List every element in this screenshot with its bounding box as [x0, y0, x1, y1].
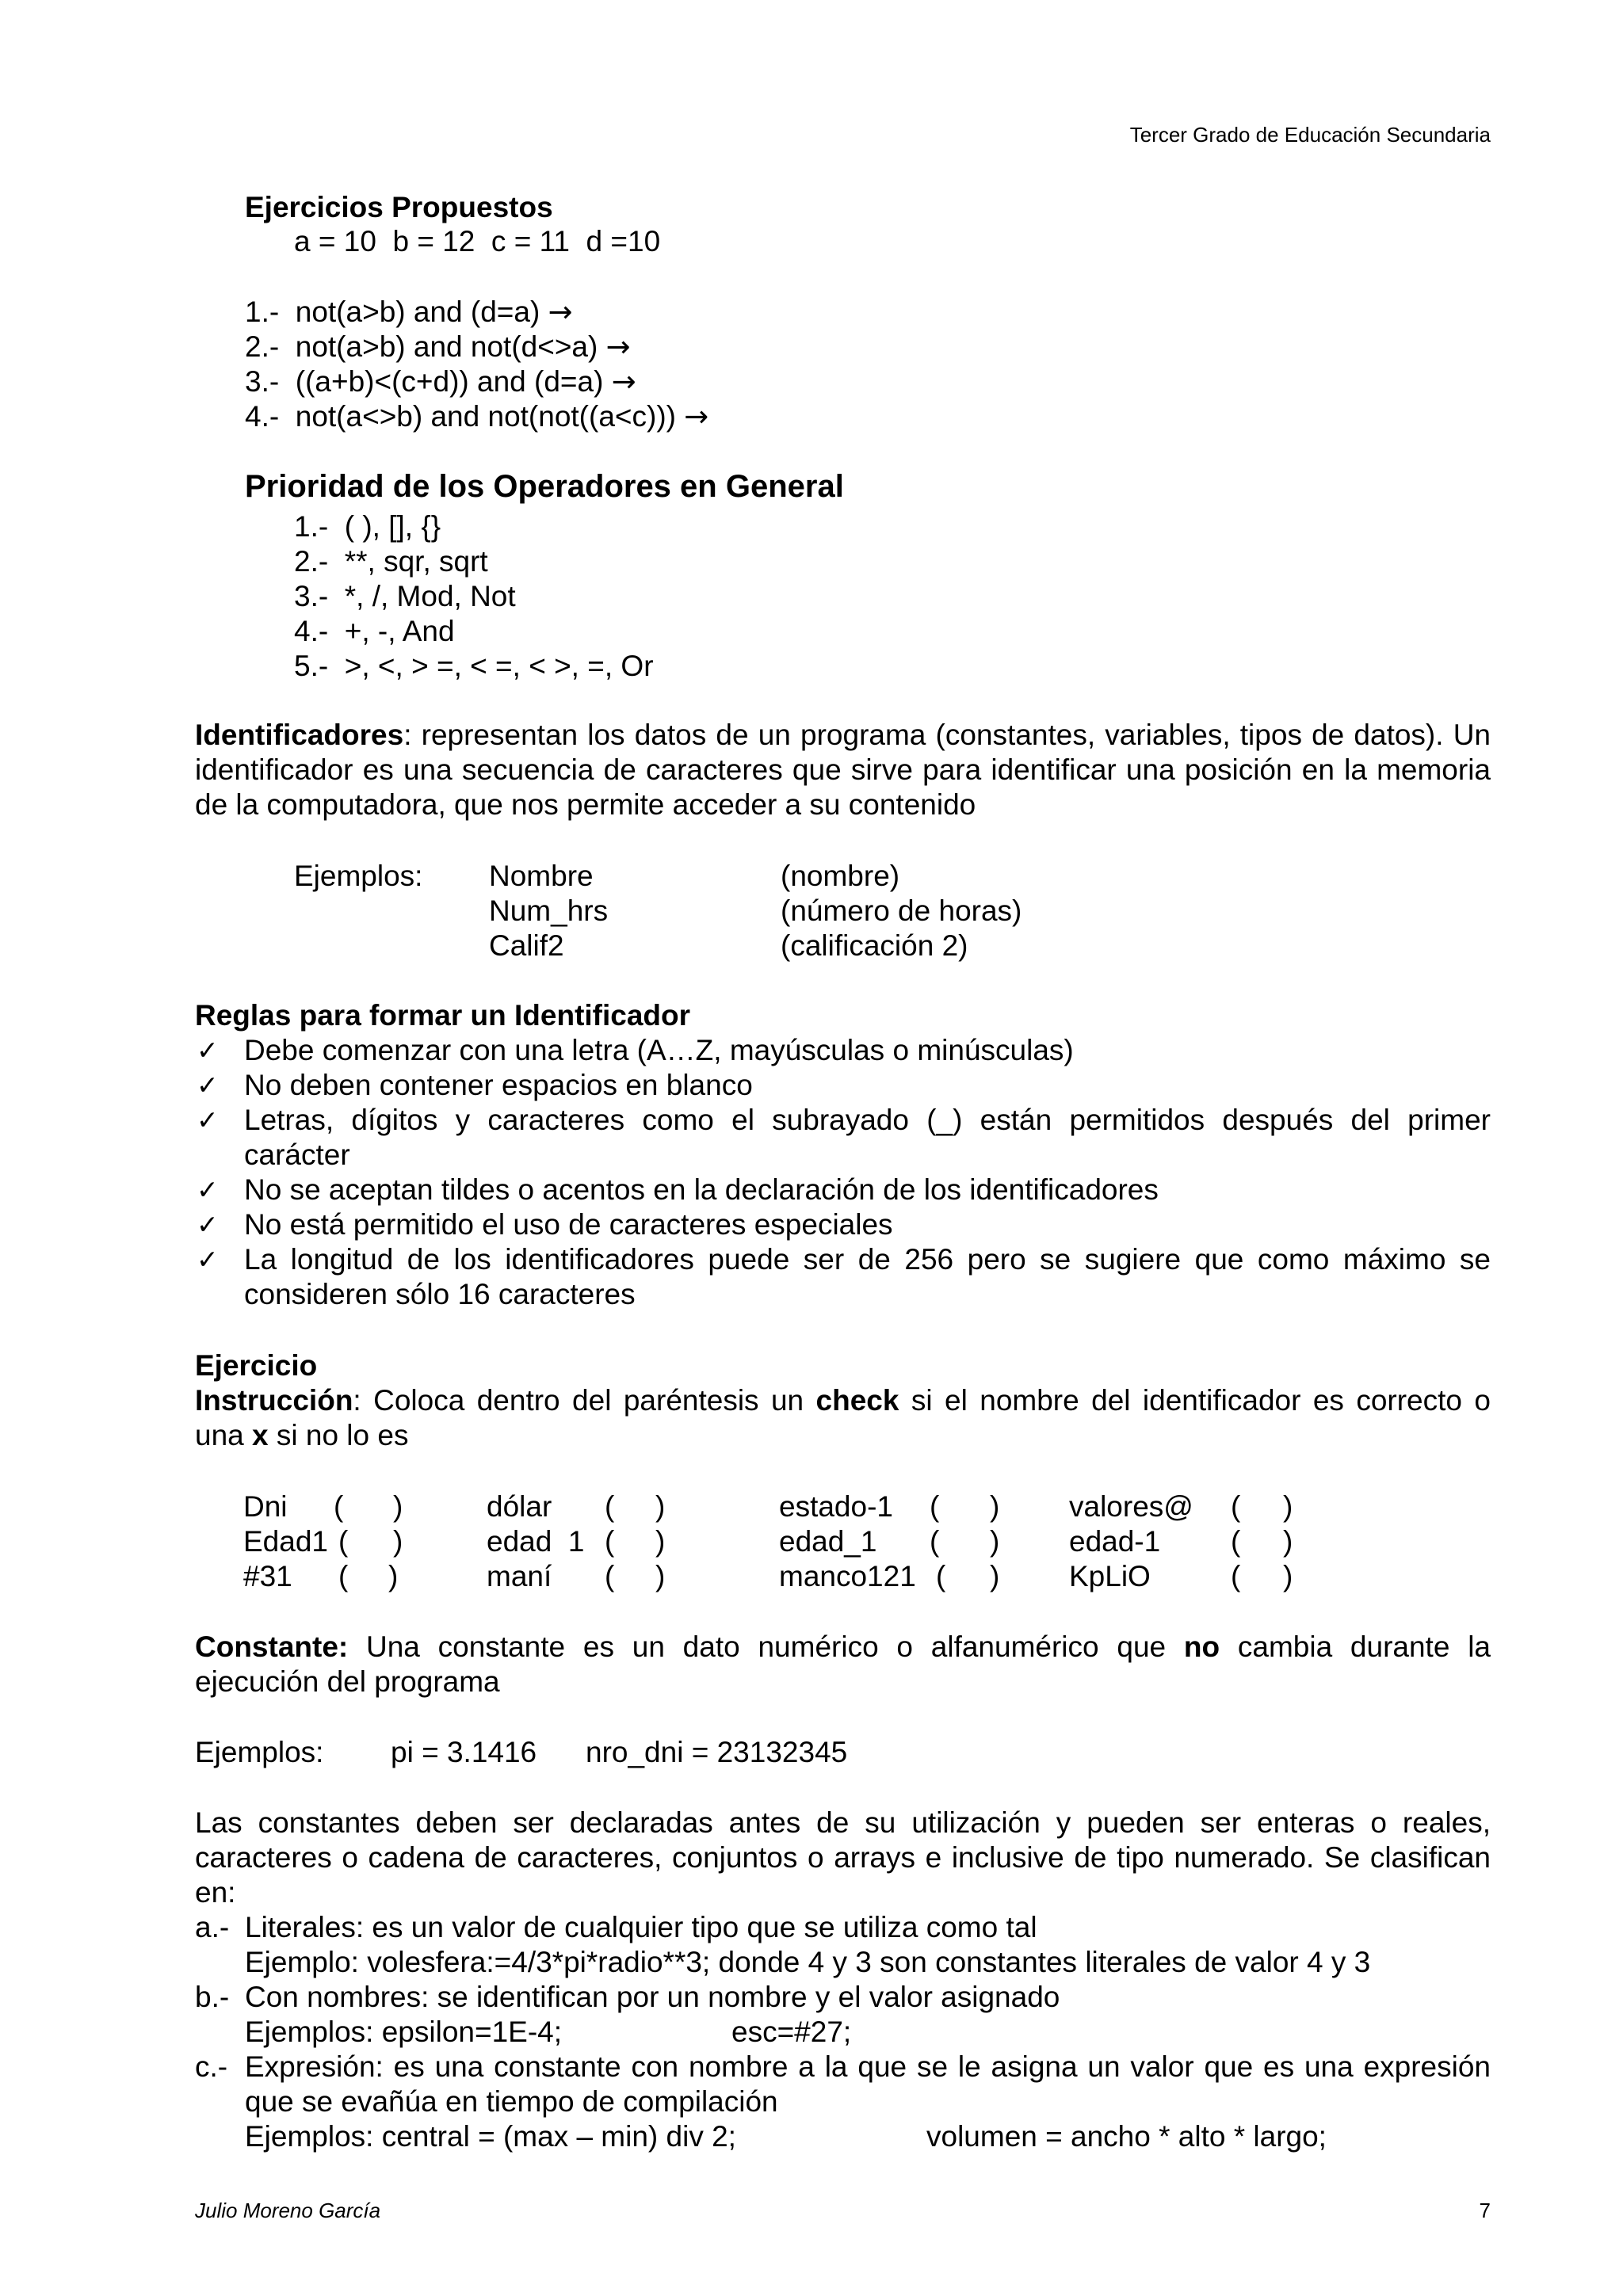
example-desc: (calificación 2)	[781, 929, 968, 962]
rule-text: Letras, dígitos y caracteres como el subrayado (_) están permitidos después del primer carácter	[244, 1104, 1491, 1171]
constant-definition	[195, 1630, 1491, 1699]
identifiers-paragraph	[195, 718, 1491, 822]
answer-paren-close[interactable]: )	[1283, 1560, 1293, 1592]
example-name: Num_hrs	[489, 894, 609, 927]
item-number: 4.-	[245, 400, 280, 433]
rules-heading: Reglas para formar un Identificador	[195, 999, 691, 1032]
arrow-right-icon: →	[548, 295, 573, 329]
exercise-item-4	[245, 399, 708, 434]
answer-paren-close[interactable]: )	[990, 1525, 1000, 1558]
page-number: 7	[1479, 2199, 1491, 2222]
answer-paren-open[interactable]: (	[338, 1525, 349, 1558]
answer-paren-close[interactable]: )	[393, 1525, 403, 1558]
exercise-instruction	[195, 1383, 1491, 1453]
class-c-example-2: volumen = ancho * alto * largo;	[926, 2120, 1327, 2153]
instruction-label: Instrucción	[195, 1384, 353, 1417]
priority-item	[294, 544, 488, 579]
header-title: Tercer Grado de Educación Secundaria	[1129, 123, 1491, 147]
item-text: >, <, > =, < =, < >, =, Or	[344, 650, 654, 682]
priority-item	[294, 614, 455, 649]
constant-examples-label: Ejemplos:	[195, 1736, 324, 1768]
item-expression: not(a<>b) and not(not((a<c)))	[295, 400, 676, 433]
constant-example-2: nro_dni = 23132345	[586, 1736, 848, 1768]
item-number: 1.-	[245, 296, 280, 328]
answer-paren-open[interactable]: (	[605, 1560, 615, 1592]
priority-item	[294, 649, 654, 684]
answer-paren-open[interactable]: (	[605, 1490, 615, 1523]
class-c-line-1b: que se evañúa en tiempo de compilación	[245, 2085, 778, 2118]
rule-item	[195, 1033, 1491, 1068]
item-text: **, sqr, sqrt	[344, 545, 488, 578]
answer-paren-close[interactable]: )	[655, 1525, 666, 1558]
rule-item	[195, 1207, 1491, 1242]
instruction-text: si el nombre del identificador es correcto o una	[195, 1384, 1491, 1451]
class-c-example-1: Ejemplos: central = (max – min) div 2;	[245, 2120, 736, 2153]
answer-paren-close[interactable]: )	[393, 1490, 403, 1523]
identifier-name: edad_1	[779, 1525, 877, 1558]
class-label-a: a.-	[195, 1911, 230, 1943]
class-b-line-1: Con nombres: se identifican por un nombre y el valor asignado	[245, 1981, 1060, 2013]
item-text: +, -, And	[344, 615, 455, 647]
constants-paragraph: Las constantes deben ser declaradas antes de su utilización y pueden ser enteras o reales, caracteres o cadena de caracteres, conjuntos o arrays e inclusive de tipo numerado. Se clasifican en:	[195, 1806, 1491, 1909]
answer-paren-open[interactable]: (	[605, 1525, 615, 1558]
rule-item	[195, 1068, 1491, 1103]
item-number: 3.-	[294, 580, 329, 612]
examples-label: Ejemplos:	[294, 860, 423, 892]
arrow-right-icon: →	[684, 399, 709, 433]
item-expression: ((a+b)<(c+d)) and (d=a)	[295, 365, 604, 398]
identifier-name: edad-1	[1069, 1525, 1161, 1558]
instruction-text: : Coloca dentro del paréntesis un	[353, 1384, 816, 1417]
exercise-item-3	[245, 364, 636, 399]
rule-item	[195, 1242, 1491, 1312]
rule-text: No está permitido el uso de caracteres especiales	[244, 1208, 893, 1241]
class-b-example-2: esc=#27;	[731, 2016, 852, 2048]
instruction-check-word: check	[815, 1384, 899, 1417]
checkmark-icon: ✓	[197, 1104, 219, 1135]
class-label-c: c.-	[195, 2050, 228, 2083]
footer-author: Julio Moreno García	[195, 2199, 381, 2222]
identifier-name: maní	[487, 1560, 552, 1592]
exercise-heading: Ejercicio	[195, 1349, 318, 1382]
class-a-line-1: Literales: es un valor de cualquier tipo que se utiliza como tal	[245, 1911, 1037, 1943]
answer-paren-close[interactable]: )	[990, 1560, 1000, 1592]
identifier-name: Dni	[243, 1490, 288, 1523]
answer-paren-open[interactable]: (	[1231, 1560, 1241, 1592]
checkmark-icon: ✓	[197, 1209, 219, 1240]
rule-item	[195, 1173, 1491, 1207]
example-name: Nombre	[489, 860, 594, 892]
exercises-heading: Ejercicios Propuestos	[245, 191, 553, 223]
priority-item	[294, 579, 516, 614]
identifiers-definition: : representan los datos de un programa (constantes, variables, tipos de datos). Un identificador es una secuencia de caracteres que sirve para identificar una posición en la memoria de la computadora, que nos permite acceder a su contenido	[195, 719, 1491, 821]
item-number: 3.-	[245, 365, 280, 398]
exercise-item-1	[245, 295, 573, 330]
answer-paren-open[interactable]: (	[334, 1490, 344, 1523]
item-text: *, /, Mod, Not	[344, 580, 516, 612]
arrow-right-icon: →	[605, 330, 631, 364]
checkmark-icon: ✓	[197, 1244, 219, 1275]
checkmark-icon: ✓	[197, 1174, 219, 1205]
class-c-line-1: Expresión: es una constante con nombre a la que se le asigna un valor que es una expresión	[245, 2050, 1491, 2083]
constant-example-1: pi = 3.1416	[391, 1736, 537, 1768]
answer-paren-open[interactable]: (	[1231, 1525, 1241, 1558]
identifier-name: manco121	[779, 1560, 916, 1592]
instruction-x-word: x	[252, 1419, 269, 1451]
example-name: Calif2	[489, 929, 564, 962]
arrow-right-icon: →	[611, 364, 636, 399]
item-number: 2.-	[294, 545, 329, 578]
identifier-name: #31	[243, 1560, 292, 1592]
identifier-name: edad 1	[487, 1525, 585, 1558]
item-number: 5.-	[294, 650, 329, 682]
instruction-text: si no lo es	[268, 1419, 409, 1451]
constant-text: Una constante es un dato numérico o alfanumérico que	[348, 1630, 1184, 1663]
answer-paren-open[interactable]: (	[930, 1525, 940, 1558]
exercises-values: a = 10 b = 12 c = 11 d =10	[294, 225, 661, 257]
constant-text: cambia durante la ejecución del programa	[195, 1630, 1491, 1698]
identifier-name: valores@	[1069, 1490, 1193, 1523]
priority-item	[294, 509, 441, 544]
constant-no-word: no	[1183, 1630, 1220, 1663]
class-label-b: b.-	[195, 1981, 230, 2013]
rule-text: No se aceptan tildes o acentos en la declaración de los identificadores	[244, 1173, 1159, 1206]
answer-paren-close[interactable]: )	[655, 1490, 666, 1523]
identifier-name: Edad1	[243, 1525, 328, 1558]
item-number: 2.-	[245, 330, 280, 363]
rule-text: La longitud de los identificadores puede ser de 256 pero se sugiere que como máximo se consideren sólo 16 caracteres	[244, 1243, 1491, 1310]
rule-item	[195, 1103, 1491, 1173]
rule-text: Debe comenzar con una letra (A…Z, mayúsculas o minúsculas)	[244, 1034, 1074, 1066]
checkmark-icon: ✓	[197, 1070, 219, 1100]
answer-paren-open[interactable]: (	[1231, 1490, 1241, 1523]
class-b-example-1: Ejemplos: epsilon=1E-4;	[245, 2016, 563, 2048]
answer-paren-close[interactable]: )	[1283, 1525, 1293, 1558]
item-number: 1.-	[294, 510, 329, 543]
constant-term: Constante:	[195, 1630, 349, 1663]
identifier-name: estado-1	[779, 1490, 893, 1523]
identifier-name: KpLiO	[1069, 1560, 1151, 1592]
answer-paren-close[interactable]: )	[655, 1560, 666, 1592]
example-desc: (número de horas)	[781, 894, 1022, 927]
item-expression: not(a>b) and (d=a)	[295, 296, 540, 328]
example-desc: (nombre)	[781, 860, 900, 892]
answer-paren-open[interactable]: (	[930, 1490, 940, 1523]
answer-paren-close[interactable]: )	[990, 1490, 1000, 1523]
answer-paren-close[interactable]: )	[1283, 1490, 1293, 1523]
class-a-line-2: Ejemplo: volesfera:=4/3*pi*radio**3; donde 4 y 3 son constantes literales de valor 4 y 3	[245, 1946, 1371, 1978]
answer-paren-open[interactable]: (	[936, 1560, 946, 1592]
checkmark-icon: ✓	[197, 1035, 219, 1066]
item-number: 4.-	[294, 615, 329, 647]
identifiers-term: Identificadores	[195, 719, 404, 751]
answer-paren-close[interactable]: )	[388, 1560, 399, 1592]
answer-paren-open[interactable]: (	[338, 1560, 349, 1592]
rules-list	[195, 1033, 1491, 1312]
rule-text: No deben contener espacios en blanco	[244, 1069, 753, 1101]
priority-heading: Prioridad de los Operadores en General	[245, 469, 844, 504]
item-text: ( ), [], {}	[344, 510, 441, 543]
item-expression: not(a>b) and not(d<>a)	[295, 330, 598, 363]
exercise-item-2	[245, 330, 631, 364]
identifier-name: dólar	[487, 1490, 552, 1523]
